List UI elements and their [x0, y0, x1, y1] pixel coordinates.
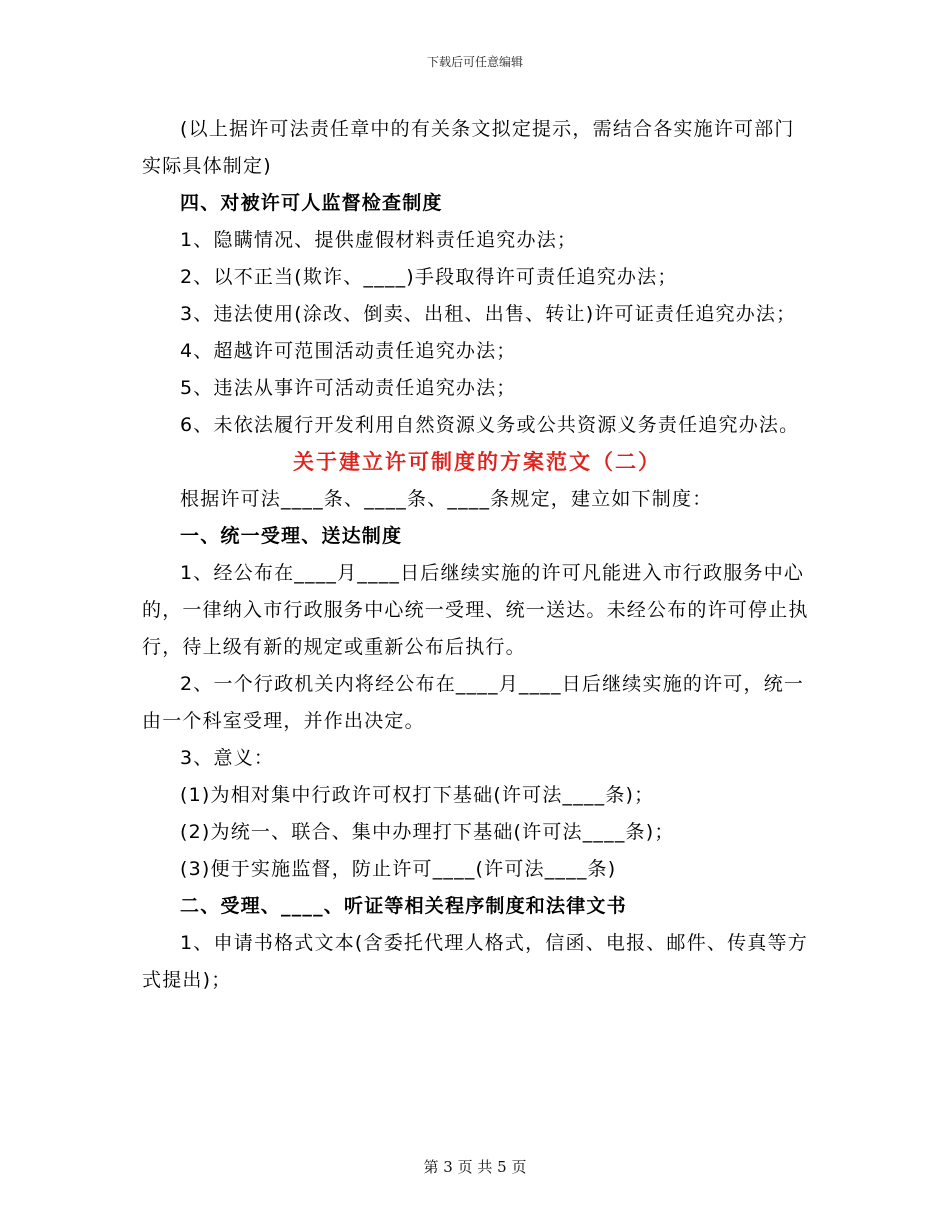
page-footer: 第 3 页 共 5 页	[423, 1158, 527, 1176]
list-item: 6、未依法履行开发利用自然资源义务或公共资源义务责任追究办法。	[180, 414, 800, 436]
document-body	[142, 111, 812, 999]
list-item: 1、隐瞒情况、提供虚假材料责任追究办法；	[180, 229, 578, 251]
list-item: 2、以不正当(欺诈、____)手段取得许可责任追究办法；	[180, 266, 678, 288]
section-heading-2: 二、受理、____、听证等相关程序制度和法律文书	[180, 895, 627, 917]
section-heading-1: 一、统一受理、送达制度	[180, 525, 403, 547]
list-item: 5、违法从事许可活动责任追究办法；	[180, 377, 517, 399]
document-title: 关于建立许可制度的方案范文（二）	[293, 450, 661, 474]
list-item: 4、超越许可范围活动责任追究办法；	[180, 340, 517, 362]
note-paragraph: (以上据许可法责任章中的有关条文拟定提示，需结合各实施许可部门实际具体制定)	[142, 118, 795, 177]
list-item: 1、经公布在____月____日后继续实施的许可凡能进入市行政服务中心的，一律纳入市行政服务中心统一受理、统一送达。未经公布的许可停止执行，待上级有新的规定或重新公布后执行。	[142, 562, 809, 658]
list-item: (1)为相对集中行政许可权打下基础(许可法____条)；	[180, 784, 655, 806]
list-item: 1、申请书格式文本(含委托代理人格式，信函、电报、邮件、传真等方式提出)；	[142, 932, 808, 991]
list-item: (2)为统一、联合、集中办理打下基础(许可法____条)；	[180, 821, 675, 843]
list-item: 2、一个行政机关内将经公布在____月____日后继续实施的许可，统一由一个科室受理，并作出决定。	[142, 673, 805, 732]
list-item: 3、意义：	[180, 747, 275, 769]
page-header: 下载后可任意编辑	[426, 55, 523, 69]
section-heading-4: 四、对被许可人监督检查制度	[180, 192, 443, 214]
intro-paragraph: 根据许可法____条、____条、____条规定，建立如下制度：	[180, 488, 713, 510]
list-item: (3)便于实施监督，防止许可____(许可法____条)	[180, 858, 617, 880]
list-item: 3、违法使用(涂改、倒卖、出租、出售、转让)许可证责任追究办法；	[180, 303, 797, 325]
